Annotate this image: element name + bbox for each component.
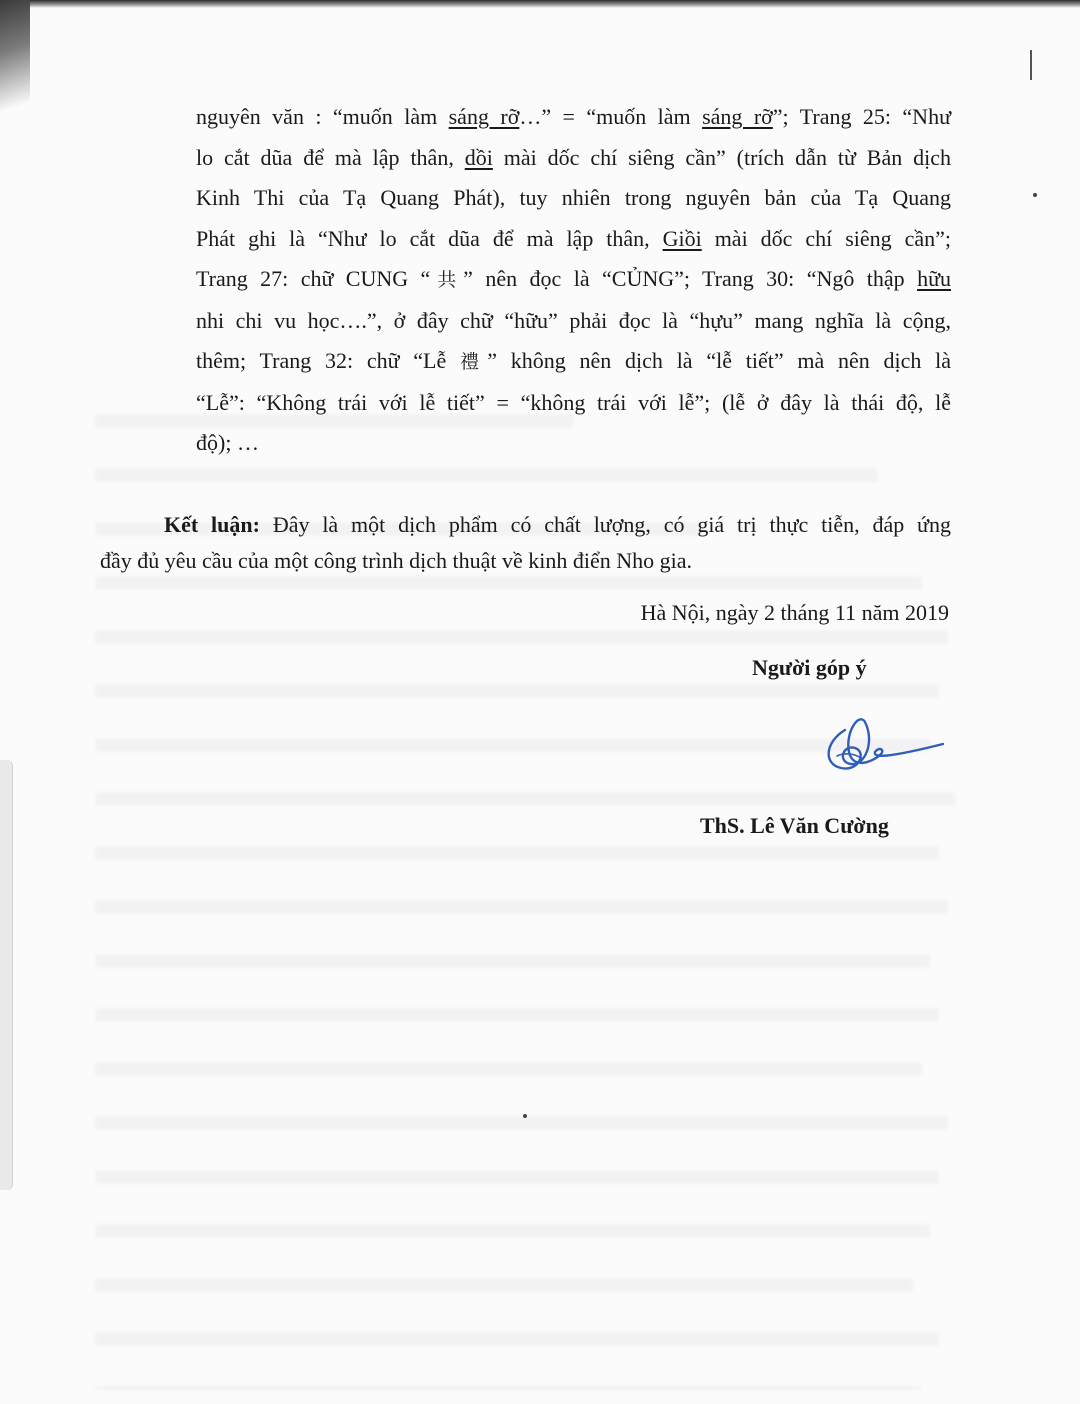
text-segment: “Lễ”: “Không trái với lễ tiết” = “không trái với lễ”; (lễ ở đây là thái độ, lễ [196, 389, 951, 415]
paragraph-line [196, 219, 951, 260]
conclusion-paragraph [100, 507, 951, 579]
text-segment: nguyên văn : “muốn làm [196, 104, 449, 129]
paragraph-line [196, 259, 951, 301]
text-segment: nhi chi vu học….”, ở đây chữ “hữu” phải đọc là “hựu” mang nghĩa là cộng, [196, 307, 951, 333]
text-segment: ”; Trang 25: “Như [772, 104, 951, 129]
reviewer-title: Người góp ý [752, 655, 867, 680]
paragraph-line [196, 138, 951, 179]
conclusion-line-2: đầy đủ yêu cầu của một công trình dịch thuật về kinh điển Nho gia. [100, 548, 693, 573]
conclusion-label: Kết luận: [164, 512, 260, 537]
paragraph-line [196, 178, 951, 219]
conclusion-line-1 [100, 507, 951, 543]
underlined-term: Giồi [662, 225, 702, 251]
text-segment: ” không nên dịch là “lễ tiết” mà nên dịch là [487, 348, 951, 373]
text-segment: lo cắt dũa để mà lập thân, [196, 144, 465, 170]
text-segment: Phát ghi là “Như lo cắt dũa để mà lập thân, [196, 225, 663, 251]
text-segment: Trang 27: chữ CUNG “ [196, 266, 431, 291]
underlined-term: hữu [917, 266, 951, 291]
conclusion-text-1: Đây là một dịch phẩm có chất lượng, có giá trị thực tiễn, đáp ứng [259, 512, 951, 537]
text-segment: mài dốc chí siêng cần” (trích dẫn từ Bản dịch [492, 144, 951, 170]
reviewer-name: ThS. Lê Văn Cường [700, 813, 889, 838]
text-segment: độ); … [196, 430, 259, 455]
text-segment: thêm; Trang 32: chữ “Lễ [196, 348, 460, 373]
text-segment: Kinh Thi của Tạ Quang Phát), tuy nhiên trong nguyên bản của Tạ Quang [196, 185, 951, 210]
text-segment: ” nên đọc là “CỦNG”; Trang 30: “Ngô thập [463, 266, 918, 291]
place-and-date: Hà Nội, ngày 2 tháng 11 năm 2019 [640, 600, 949, 625]
underlined-term: sáng rỡ [702, 104, 773, 129]
paragraph-line [196, 383, 951, 424]
underlined-term: dồi [464, 144, 493, 170]
text-segment: …” = “muốn làm [519, 104, 703, 129]
paragraph-line [196, 423, 951, 464]
handwritten-signature [815, 712, 945, 782]
paragraph-line [196, 301, 951, 342]
underlined-term: sáng rỡ [448, 104, 520, 129]
review-comments-paragraph [196, 97, 951, 464]
paragraph-line [196, 341, 951, 383]
chinese-character: 禮 [460, 351, 488, 373]
chinese-character: 共 [430, 269, 464, 291]
paragraph-line [196, 97, 951, 138]
text-segment: mài dốc chí siêng cần”; [701, 225, 951, 251]
